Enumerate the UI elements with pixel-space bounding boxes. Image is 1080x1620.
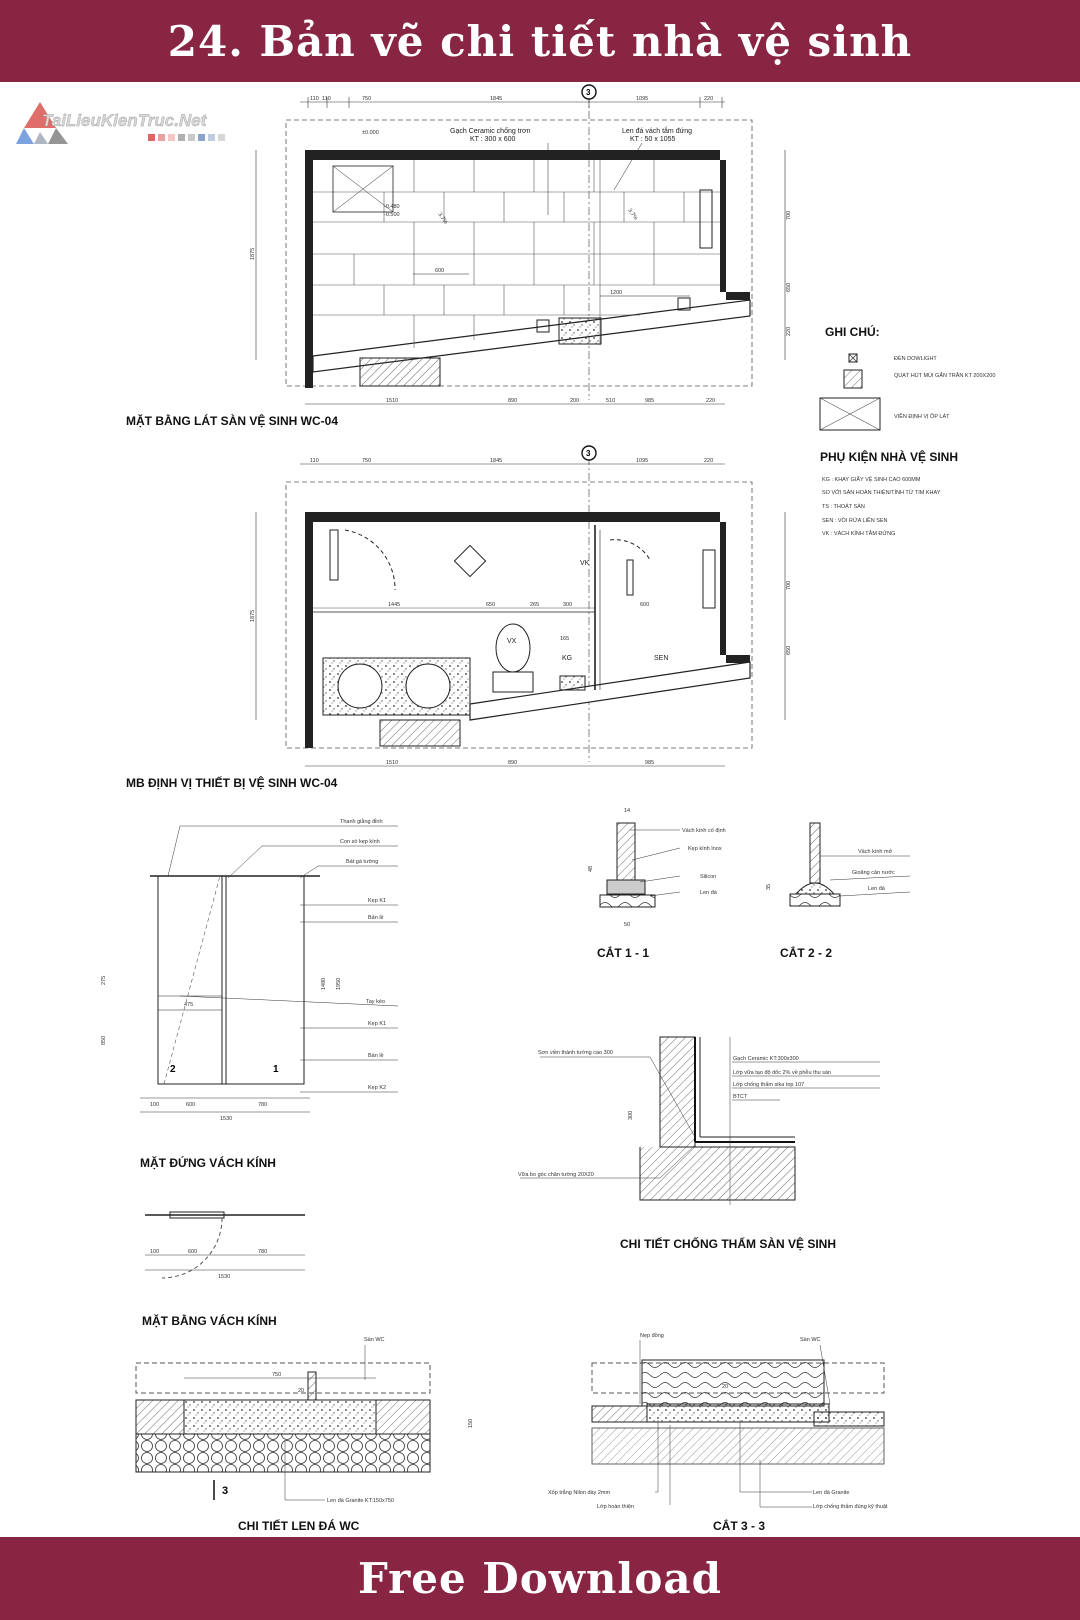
page-title: 24. Bản vẽ chi tiết nhà vệ sinh [167, 16, 913, 66]
elev-dim-3: 780 [258, 1102, 268, 1108]
elev-dim-6: 1950 [336, 977, 342, 990]
elev-callout-9: Kẹp K2 [368, 1085, 387, 1091]
s11-callout-2: Kẹp kính Inox [688, 846, 722, 852]
elev-dim-4: 1530 [220, 1116, 233, 1122]
slope-2: 3,7% [626, 207, 639, 222]
dim-bot-2: 890 [508, 398, 518, 404]
p2-dim-top-6: 220 [704, 458, 714, 464]
label-vx: VX [507, 638, 517, 645]
sd-dim-2: 20 [298, 1388, 305, 1394]
wp-callout-6: Vữa bo góc chân tường 20X20 [518, 1172, 594, 1178]
elevation-title: MẶT ĐỨNG VÁCH KÍNH [140, 1156, 276, 1170]
dim-top-5: 1095 [636, 96, 649, 102]
footer-banner[interactable] [0, 1537, 1080, 1620]
glass-plan [142, 1212, 305, 1328]
plan1-title: MẶT BẰNG LÁT SÀN VỆ SINH WC-04 [126, 414, 339, 428]
axis-label-2: 3 [586, 449, 591, 458]
elev-dim-8: 850 [101, 1035, 107, 1045]
sink-icon [406, 664, 450, 708]
svg-text:2: 2 [170, 1064, 176, 1075]
accessory-1: KG : KHAY GIẤY VỆ SINH CAO 600MM [822, 477, 921, 483]
p2-dim-right-2: 650 [786, 645, 792, 655]
s33-callout-5: Len đá Granite [813, 1490, 850, 1496]
stone-note-1: Len đá vách tắm đứng [622, 128, 693, 135]
p2-dim-4: 300 [563, 602, 573, 608]
p2-dim-2: 650 [486, 602, 496, 608]
accessory-3: TS : THOÁT SÀN [822, 504, 865, 510]
s11-callout-1: Vách kính cố định [682, 828, 726, 834]
p2-dim-bot-5: 985 [645, 760, 655, 766]
exhaust-fan-icon [454, 545, 485, 576]
stone-note-2: KT : 50 x 1055 [630, 136, 676, 143]
dim-top-3: 750 [362, 96, 372, 102]
s33-callout-1: Nẹp đồng [640, 1333, 664, 1339]
dim-right-1: 700 [786, 210, 792, 220]
p2-dim-top-5: 1095 [636, 458, 649, 464]
elev-callout-4: Kẹp K1 [368, 898, 387, 904]
legend-item-2: QUẠT HÚT MÙI GẮN TRẦN KT 200X200 [894, 373, 996, 379]
p2-dim-1: 1445 [388, 602, 401, 608]
dim-top-6: 220 [704, 96, 714, 102]
dim-bot-4: 510 [606, 398, 616, 404]
s33-callout-6: Lớp chống thấm đúng kỹ thuật [813, 1504, 888, 1510]
elev-callout-7: Kẹp K1 [368, 1021, 387, 1027]
dim-bot-1: 1510 [386, 398, 399, 404]
s22-callout-3: Len đá [868, 886, 885, 892]
fixture-layout-plan [126, 446, 792, 790]
dim-left: 1875 [250, 247, 256, 260]
label-kg: KG [562, 655, 573, 662]
wp-callout-1: Sơn viền thành tường cao 300 [538, 1050, 613, 1056]
logo-text: TaiLieuKienTruc.Net [42, 111, 207, 130]
sd-dim-3: 150 [468, 1418, 474, 1428]
wp-callout-4: Lớp chống thấm sika top 107 [733, 1082, 805, 1088]
slope-1: 3,7% [436, 211, 449, 226]
legend-item-1: ĐÈN DOWLIGHT [894, 356, 937, 362]
section-3-3 [548, 1333, 888, 1533]
sink-icon [338, 664, 382, 708]
legend-title: GHI CHÚ: [825, 325, 880, 339]
sd-callout-1: Sàn WC [364, 1337, 385, 1343]
wp-callout-3: Lớp vữa tạo độ dốc 2% về phễu thu sàn [733, 1070, 832, 1076]
s22-dim-1: 35 [766, 883, 772, 890]
section-1-1 [588, 808, 726, 960]
dim-top-2: 110 [322, 96, 331, 102]
section-marker-3: 3 [222, 1485, 229, 1497]
dim-top-1: 110 [310, 96, 319, 102]
toilet-icon [496, 624, 530, 672]
s33-callout-3: Xốp trắng Nilon dày 2mm [548, 1490, 611, 1496]
p2-dim-top-3: 750 [362, 458, 372, 464]
exhaust-fan-icon [844, 370, 862, 388]
dim-bot-6: 220 [706, 398, 716, 404]
level-3: -0.500 [384, 212, 400, 218]
section-2-2 [766, 823, 910, 960]
sd-dim-1: 750 [272, 1372, 282, 1378]
header-banner [0, 0, 1080, 82]
sd-callout-2: Len đá Granite KT:150x750 [327, 1498, 394, 1504]
wp-dim-1: 300 [628, 1110, 634, 1120]
gp-dim-3: 780 [258, 1249, 268, 1255]
waterproof-title: CHI TIẾT CHỐNG THẤM SÀN VỆ SINH [620, 1237, 837, 1251]
legend [820, 324, 995, 537]
dim-right-3: 220 [786, 326, 792, 336]
elev-callout-3: Bát gá tường [346, 859, 379, 865]
p2-dim-left: 1875 [250, 609, 256, 622]
s33-callout-2: Sàn WC [800, 1337, 821, 1343]
legend-item-3: VIỀN ĐỊNH VỊ ỐP LÁT [894, 414, 950, 420]
plan2-title: MB ĐỊNH VỊ THIẾT BỊ VỆ SINH WC-04 [126, 776, 338, 790]
wp-callout-5: BTCT [733, 1094, 748, 1100]
p2-dim-bot-1: 1510 [386, 760, 399, 766]
elev-dim-9: 475 [184, 1002, 194, 1008]
elev-dim-7: 275 [101, 975, 107, 985]
p2-dim-top-4: 1845 [490, 458, 503, 464]
s33-callout-4: Lớp hoàn thiện [597, 1504, 634, 1510]
download-label[interactable]: Free Download [358, 1554, 722, 1603]
level-1: ±0.000 [362, 130, 379, 136]
s11-callout-3: Silicon [700, 874, 717, 880]
tile-note-2: KT : 300 x 600 [470, 136, 516, 143]
accessories-title: PHỤ KIỆN NHÀ VỆ SINH [820, 450, 959, 464]
p2-dim-3: 265 [530, 602, 540, 608]
elev-callout-8: Bản lề [368, 1053, 384, 1059]
label-sen: SEN [654, 655, 669, 662]
dim-inner-1: 600 [435, 268, 445, 274]
p2-dim-5: 600 [640, 602, 650, 608]
svg-text:1: 1 [273, 1064, 279, 1075]
gp-dim-1: 100 [150, 1249, 160, 1255]
s22-callout-2: Gioăng cản nước [852, 870, 895, 876]
stone-detail-title: CHI TIẾT LEN ĐÁ WC [238, 1519, 360, 1533]
waterproofing-detail [518, 1037, 880, 1251]
p2-dim-bot-2: 890 [508, 760, 518, 766]
p2-dim-6: 165 [560, 636, 570, 642]
s22-callout-1: Vách kính mở [858, 849, 893, 855]
gp-dim-4: 1530 [218, 1274, 231, 1280]
glass-plan-title: MẶT BẰNG VÁCH KÍNH [142, 1314, 277, 1328]
s11-callout-4: Len đá [700, 890, 717, 896]
dim-bot-3: 200 [570, 398, 580, 404]
s33-dim-1: 20 [722, 1384, 729, 1390]
dim-inner-2: 1200 [610, 290, 623, 296]
s33-title: CẮT 3 - 3 [713, 1519, 766, 1533]
label-vk: VK [580, 560, 590, 567]
elev-callout-5: Bản lề [368, 915, 384, 921]
elev-dim-2: 600 [186, 1102, 196, 1108]
gp-dim-2: 600 [188, 1249, 198, 1255]
accessory-4: SEN : VÒI RỬA LIỀN SEN [822, 518, 888, 524]
accessory-2: SO VỚI SÀN HOÀN THIỆN/TÍNH TỪ TIM KHAY [822, 490, 941, 496]
wp-callout-2: Gạch Ceramic KT:300x300 [733, 1056, 799, 1062]
elev-callout-1: Thanh giằng đỉnh [340, 819, 383, 825]
elev-dim-5: 1480 [321, 977, 327, 990]
floor-tiling-plan [126, 85, 792, 428]
level-2: -0.480 [384, 204, 400, 210]
p2-dim-right-1: 700 [786, 580, 792, 590]
elev-callout-2: Con sò kẹp kính [340, 839, 380, 845]
p2-dim-top-1: 110 [310, 458, 319, 464]
accessory-5: VK : VÁCH KÍNH TẮM ĐỨNG [822, 531, 896, 537]
s11-title: CẮT 1 - 1 [597, 946, 650, 960]
elev-dim-1: 100 [150, 1102, 160, 1108]
axis-label: 3 [586, 88, 591, 97]
glass-elevation [101, 818, 398, 1170]
stone-threshold-detail [136, 1337, 474, 1533]
dim-bot-5: 985 [645, 398, 655, 404]
technical-drawing [0, 82, 1080, 1537]
s11-dim-2: 48 [588, 865, 594, 872]
s22-title: CẮT 2 - 2 [780, 946, 833, 960]
s11-dim-3: 50 [624, 922, 631, 928]
elev-callout-6: Tay kéo [366, 999, 385, 1005]
dim-right-2: 650 [786, 282, 792, 292]
dim-top-4: 1845 [490, 96, 503, 102]
s11-dim-1: 14 [624, 808, 631, 814]
tile-note-1: Gạch Ceramic chống trơn [450, 128, 531, 135]
